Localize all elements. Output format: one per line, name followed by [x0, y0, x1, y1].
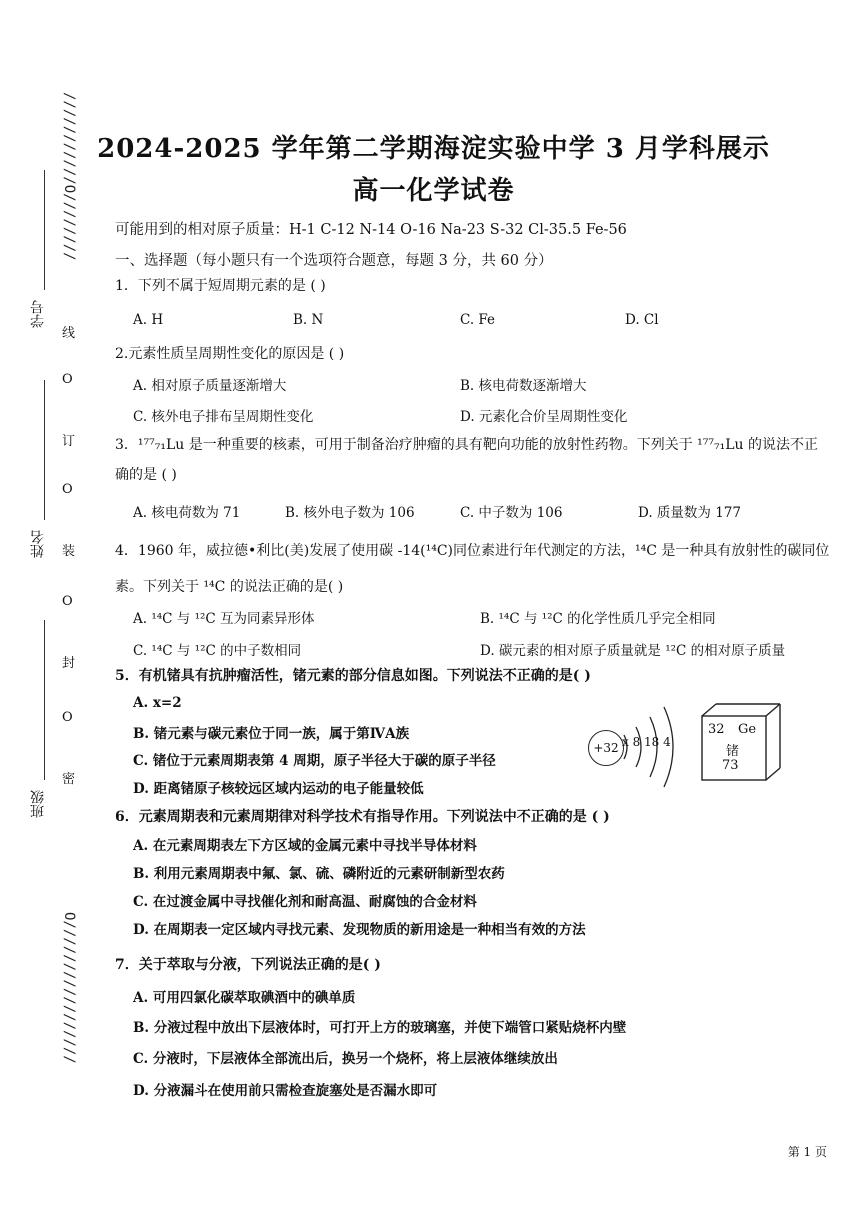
page-subtitle: 高一化学试卷 — [352, 176, 515, 206]
q1-option-a: A. H — [133, 312, 164, 328]
q4-option-a: A. ¹⁴C 与 ¹²C 互为同素异形体 — [133, 611, 315, 627]
q6-option-c: C. 在过渡金属中寻找催化剂和耐高温、耐腐蚀的合金材料 — [133, 894, 477, 910]
name-label: 姓名 — [30, 530, 46, 558]
q2-option-b: B. 核电荷数逐渐增大 — [460, 378, 587, 394]
q6-option-d: D. 在周期表一定区域内寻找元素、发现物质的新用途是一种相当有效的方法 — [133, 922, 586, 938]
binding-circle-2: O — [62, 482, 73, 497]
q7-option-a: A. 可用四氯化碳萃取碘酒中的碘单质 — [133, 990, 356, 1006]
atom-nucleus: +32 — [588, 730, 624, 766]
q3-option-b: B. 核外电子数为 106 — [285, 505, 415, 521]
q7-stem: 7．关于萃取与分液，下列说法正确的是( ) — [115, 957, 381, 973]
q3-option-d: D. 质量数为 177 — [638, 505, 741, 521]
q7-option-d: D. 分液漏斗在使用前只需检查旋塞处是否漏水即可 — [133, 1083, 438, 1099]
class-line — [44, 620, 45, 780]
q2-option-a: A. 相对原子质量逐渐增大 — [133, 378, 287, 394]
seal-char-5: 密 — [62, 772, 76, 787]
name-line — [44, 380, 45, 520]
binding-circle-4: O — [62, 710, 73, 725]
q1-stem: 1．下列不属于短周期元素的是 ( ) — [115, 278, 326, 294]
element-symbol: Ge — [738, 722, 757, 737]
q3-option-a: A. 核电荷数为 71 — [133, 505, 241, 521]
q1-option-d: D. Cl — [625, 312, 659, 328]
element-name: 锗 — [726, 744, 740, 759]
seal-char-1: 线 — [62, 326, 76, 341]
q3-stem: 3．¹⁷⁷₇₁Lu 是一种重要的核素，可用于制备治疗肿瘤的具有靶向功能的放射性药物。下列关于 ¹⁷⁷₇₁Lu 的说法不正 — [115, 437, 819, 453]
q2-option-d: D. 元素化合价呈周期性变化 — [460, 409, 628, 425]
q3-stem-2: 确的是 ( ) — [115, 467, 177, 483]
seal-char-4: 封 — [62, 656, 76, 671]
seal-char-3: 装 — [62, 544, 76, 559]
page-title: 2024-2025 学年第二学期海淀实验中学 3 月学科展示 — [97, 134, 770, 164]
q5-option-a: A. x=2 — [133, 695, 182, 711]
q4-option-c: C. ¹⁴C 与 ¹²C 的中子数相同 — [133, 643, 302, 659]
class-label: 班级 — [30, 790, 46, 818]
student-id-label: 学号 — [30, 300, 46, 328]
element-mass: 73 — [722, 758, 739, 773]
q6-option-a: A. 在元素周期表左下方区域的金属元素中寻找半导体材料 — [133, 838, 477, 854]
q2-stem: 2.元素性质呈周期性变化的原因是 ( ) — [115, 346, 345, 362]
page-number: 第 1 页 — [787, 1145, 827, 1159]
q5-option-d: D. 距离锗原子核较远区域内运动的电子能量较低 — [133, 781, 424, 797]
binding-slashes-bottom: O///////////////// — [61, 912, 77, 1064]
binding-circle-1: O — [62, 372, 73, 387]
element-card-ge — [700, 702, 784, 784]
q6-stem: 6．元素周期表和元素周期律对科学技术有指导作用。下列说法中不正确的是 ( ) — [115, 809, 610, 825]
seal-char-2: 订 — [62, 434, 76, 449]
q7-option-b: B. 分液过程中放出下层液体时，可打开上方的玻璃塞，并使下端管口紧贴烧杯内壁 — [133, 1020, 627, 1036]
q3-option-c: C. 中子数为 106 — [460, 505, 563, 521]
q4-stem-2: 素。下列关于 ¹⁴C 的说法正确的是( ) — [115, 579, 344, 595]
q1-option-b: B. N — [293, 312, 324, 328]
q4-stem: 4．1960 年，威拉德•利比(美)发展了使用碳 -14(¹⁴C)同位素进行年代测定的方法，¹⁴C 是一种具有放射性的碳同位 — [115, 543, 830, 559]
q5-stem: 5．有机锗具有抗肿瘤活性，锗元素的部分信息如图。下列说法不正确的是( ) — [115, 668, 591, 684]
atomic-masses: 可能用到的相对原子质量：H-1 C-12 N-14 O-16 Na-23 S-32 Cl-35.5 Fe-56 — [115, 222, 627, 238]
element-number: 32 — [708, 722, 725, 737]
atom-structure-diagram — [588, 705, 688, 785]
q1-option-c: C. Fe — [460, 312, 496, 328]
q2-option-c: C. 核外电子排布呈周期性变化 — [133, 409, 314, 425]
q6-option-b: B. 利用元素周期表中氟、氯、硫、磷附近的元素研制新型农药 — [133, 866, 505, 882]
binding-circle-3: O — [62, 594, 73, 609]
q5-option-b: B. 锗元素与碳元素位于同一族，属于第ⅣA族 — [133, 726, 410, 742]
cube-outline — [700, 702, 784, 784]
q7-option-c: C. 分液时，下层液体全部流出后，换另一个烧杯，将上层液体继续放出 — [133, 1051, 558, 1067]
q5-option-c: C. 锗位于元素周期表第 4 周期，原子半径大于碳的原子半径 — [133, 753, 496, 769]
q4-option-d: D. 碳元素的相对原子质量就是 ¹²C 的相对原子质量 — [480, 643, 786, 659]
binding-slashes-top: ///////////O//////// — [61, 92, 77, 261]
electron-counts: x 8 18 4 — [622, 735, 671, 749]
q4-option-b: B. ¹⁴C 与 ¹²C 的化学性质几乎完全相同 — [480, 611, 716, 627]
section-heading: 一、选择题（每小题只有一个选项符合题意，每题 3 分，共 60 分） — [115, 253, 553, 269]
